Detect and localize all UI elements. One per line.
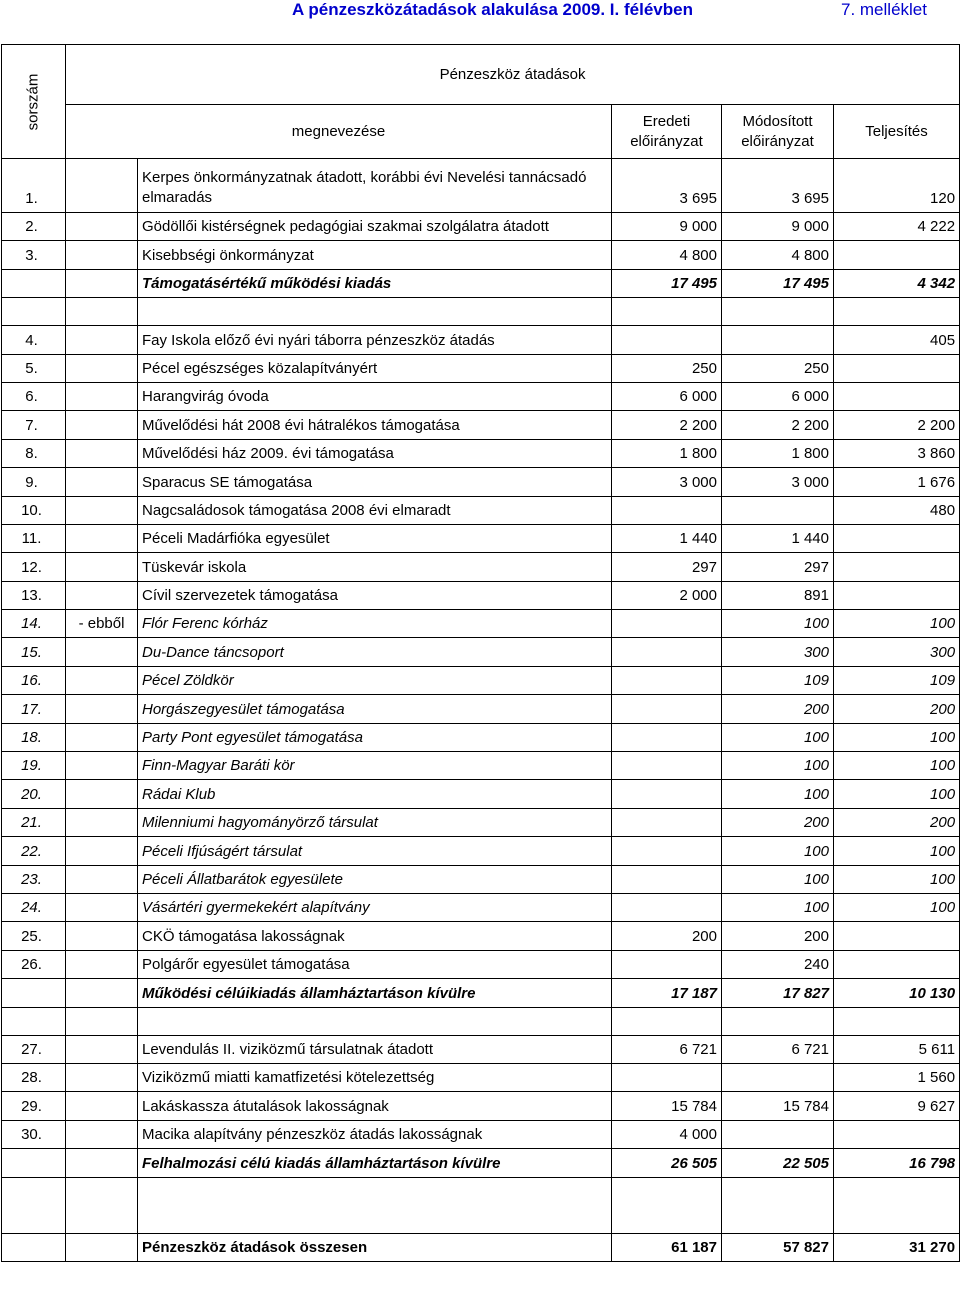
row-subnote (66, 1177, 138, 1233)
row-subnote (66, 893, 138, 921)
row-eredeti (612, 695, 722, 723)
table-row (2, 922, 960, 950)
row-teljesites: 1 676 (834, 468, 960, 496)
row-subnote (66, 382, 138, 410)
row-subnote (66, 213, 138, 241)
row-subnote (66, 241, 138, 269)
row-name: Kisebbségi önkormányzat (138, 241, 612, 269)
row-number (2, 1149, 66, 1177)
row-subnote (66, 524, 138, 552)
row-number: 3. (2, 241, 66, 269)
row-number: 14. (2, 610, 66, 638)
row-teljesites: 100 (834, 723, 960, 751)
row-eredeti: 4 800 (612, 241, 722, 269)
row-subnote (66, 411, 138, 439)
row-eredeti: 6 721 (612, 1035, 722, 1063)
row-number: 13. (2, 581, 66, 609)
row-eredeti: 200 (612, 922, 722, 950)
table-row (2, 780, 960, 808)
row-modositott: 891 (722, 581, 834, 609)
row-eredeti (612, 1007, 722, 1035)
row-number: 27. (2, 1035, 66, 1063)
transfers-table (1, 44, 960, 1262)
table-row (2, 1035, 960, 1063)
row-teljesites: 31 270 (834, 1233, 960, 1261)
row-eredeti (612, 496, 722, 524)
row-teljesites (834, 524, 960, 552)
header-group: Pénzeszköz átadások (66, 45, 960, 105)
row-eredeti: 17 495 (612, 269, 722, 297)
row-name: Vásártéri gyermekekért alapítvány (138, 893, 612, 921)
row-eredeti (612, 638, 722, 666)
row-modositott (722, 1063, 834, 1091)
row-name (138, 1007, 612, 1035)
row-number: 18. (2, 723, 66, 751)
table-row (2, 241, 960, 269)
row-number: 25. (2, 922, 66, 950)
row-subnote (66, 752, 138, 780)
row-number: 10. (2, 496, 66, 524)
header-eredeti: Eredeti előirányzat (612, 105, 722, 159)
row-modositott: 250 (722, 354, 834, 382)
row-teljesites: 2 200 (834, 411, 960, 439)
row-teljesites (834, 581, 960, 609)
table-body (2, 45, 960, 1262)
page-title: A pénzeszközátadások alakulása 2009. I. félévben (292, 0, 693, 19)
row-number: 20. (2, 780, 66, 808)
row-teljesites: 5 611 (834, 1035, 960, 1063)
row-name: Felhalmozási célú kiadás államháztartáson kívülre (138, 1149, 612, 1177)
row-teljesites: 405 (834, 326, 960, 354)
row-eredeti (612, 1063, 722, 1091)
row-teljesites (834, 1007, 960, 1035)
row-subnote (66, 354, 138, 382)
row-teljesites: 3 860 (834, 439, 960, 467)
row-modositott: 17 827 (722, 979, 834, 1007)
row-eredeti: 297 (612, 553, 722, 581)
table-row (2, 269, 960, 297)
row-name: Péceli Ifjúságért társulat (138, 837, 612, 865)
row-eredeti: 250 (612, 354, 722, 382)
row-eredeti (612, 666, 722, 694)
row-name: Milenniumi hagyományörző társulat (138, 808, 612, 836)
row-teljesites (834, 950, 960, 978)
row-modositott: 200 (722, 808, 834, 836)
row-name: Művelődési hát 2008 évi hátralékos támogatása (138, 411, 612, 439)
row-modositott: 22 505 (722, 1149, 834, 1177)
row-number: 5. (2, 354, 66, 382)
table-row (2, 666, 960, 694)
table-row (2, 1149, 960, 1177)
row-modositott: 200 (722, 695, 834, 723)
row-name: Pécel egészséges közalapítványért (138, 354, 612, 382)
row-name: Művelődési ház 2009. évi támogatása (138, 439, 612, 467)
row-subnote (66, 922, 138, 950)
row-number (2, 1233, 66, 1261)
table-row (2, 298, 960, 326)
row-name: Kerpes önkormányzatnak átadott, korábbi évi Nevelési tannácsadó elmaradás (138, 159, 612, 213)
table-row (2, 1177, 960, 1233)
row-name (138, 1177, 612, 1233)
row-name: Horgászegyesület támogatása (138, 695, 612, 723)
row-subnote (66, 979, 138, 1007)
header-modositott: Módosított előirányzat (722, 105, 834, 159)
row-teljesites (834, 1177, 960, 1233)
row-eredeti (612, 865, 722, 893)
row-subnote (66, 1007, 138, 1035)
row-name: Fay Iskola előző évi nyári táborra pénzeszköz átadás (138, 326, 612, 354)
table-row (2, 893, 960, 921)
row-teljesites: 300 (834, 638, 960, 666)
row-number: 19. (2, 752, 66, 780)
row-eredeti (612, 610, 722, 638)
row-teljesites: 120 (834, 159, 960, 213)
row-modositott: 17 495 (722, 269, 834, 297)
row-teljesites: 100 (834, 780, 960, 808)
row-subnote (66, 326, 138, 354)
row-modositott: 100 (722, 837, 834, 865)
row-name (138, 298, 612, 326)
row-name: Du-Dance táncsoport (138, 638, 612, 666)
header-teljesites: Teljesítés (834, 105, 960, 159)
row-subnote (66, 1149, 138, 1177)
row-subnote (66, 666, 138, 694)
row-subnote (66, 1092, 138, 1120)
row-number: 8. (2, 439, 66, 467)
row-name: Macika alapítvány pénzeszköz átadás lakosságnak (138, 1120, 612, 1148)
row-modositott: 4 800 (722, 241, 834, 269)
row-modositott: 100 (722, 865, 834, 893)
table-row (2, 439, 960, 467)
row-teljesites: 109 (834, 666, 960, 694)
row-name: Tüskevár iskola (138, 553, 612, 581)
row-eredeti: 61 187 (612, 1233, 722, 1261)
row-subnote (66, 468, 138, 496)
row-modositott: 1 440 (722, 524, 834, 552)
row-modositott: 57 827 (722, 1233, 834, 1261)
row-subnote (66, 581, 138, 609)
row-eredeti: 3 000 (612, 468, 722, 496)
row-eredeti: 4 000 (612, 1120, 722, 1148)
row-eredeti: 2 200 (612, 411, 722, 439)
row-modositott: 15 784 (722, 1092, 834, 1120)
header-megnevezes: megnevezése (66, 105, 612, 159)
row-modositott (722, 1007, 834, 1035)
header-row-1 (2, 45, 960, 105)
row-subnote (66, 723, 138, 751)
table-row (2, 950, 960, 978)
header-row-2 (2, 105, 960, 159)
table-row (2, 1120, 960, 1148)
row-number: 11. (2, 524, 66, 552)
table-row (2, 411, 960, 439)
row-modositott: 6 000 (722, 382, 834, 410)
row-name: Viziközmű miatti kamatfizetési kötelezettség (138, 1063, 612, 1091)
table-row (2, 752, 960, 780)
row-teljesites: 200 (834, 808, 960, 836)
row-name: Gödöllői kistérségnek pedagógiai szakmai szolgálatra átadott (138, 213, 612, 241)
row-teljesites: 4 342 (834, 269, 960, 297)
row-modositott: 9 000 (722, 213, 834, 241)
table-row (2, 610, 960, 638)
row-name: Nagcsaládosok támogatása 2008 évi elmaradt (138, 496, 612, 524)
table-row (2, 496, 960, 524)
row-subnote (66, 1035, 138, 1063)
row-number (2, 979, 66, 1007)
table-row (2, 524, 960, 552)
row-subnote: - ebből (66, 610, 138, 638)
row-teljesites (834, 298, 960, 326)
row-name: Lakáskassza átutalások lakosságnak (138, 1092, 612, 1120)
row-eredeti (612, 298, 722, 326)
row-number: 22. (2, 837, 66, 865)
row-name: Party Pont egyesület támogatása (138, 723, 612, 751)
row-modositott: 1 800 (722, 439, 834, 467)
row-modositott (722, 1120, 834, 1148)
table-row (2, 553, 960, 581)
row-number: 6. (2, 382, 66, 410)
row-number: 23. (2, 865, 66, 893)
table-row (2, 723, 960, 751)
row-number: 4. (2, 326, 66, 354)
row-teljesites: 1 560 (834, 1063, 960, 1091)
table-row (2, 837, 960, 865)
row-modositott (722, 298, 834, 326)
row-number: 9. (2, 468, 66, 496)
row-modositott: 3 000 (722, 468, 834, 496)
row-eredeti (612, 780, 722, 808)
row-subnote (66, 780, 138, 808)
row-teljesites: 16 798 (834, 1149, 960, 1177)
row-number: 12. (2, 553, 66, 581)
title-row (0, 0, 960, 22)
row-modositott: 100 (722, 780, 834, 808)
row-teljesites (834, 382, 960, 410)
row-subnote (66, 1233, 138, 1261)
row-subnote (66, 439, 138, 467)
row-subnote (66, 159, 138, 213)
row-subnote (66, 1120, 138, 1148)
row-number (2, 1007, 66, 1035)
row-eredeti: 15 784 (612, 1092, 722, 1120)
table-row (2, 213, 960, 241)
row-teljesites (834, 241, 960, 269)
row-eredeti (612, 950, 722, 978)
row-name: Működési célúikiadás államháztartáson kívülre (138, 979, 612, 1007)
row-subnote (66, 496, 138, 524)
row-name: Pécel Zöldkör (138, 666, 612, 694)
row-teljesites: 200 (834, 695, 960, 723)
row-name: Levendulás II. viziközmű társulatnak átadott (138, 1035, 612, 1063)
table-row (2, 382, 960, 410)
row-teljesites: 100 (834, 865, 960, 893)
row-number: 28. (2, 1063, 66, 1091)
table-row (2, 979, 960, 1007)
row-teljesites: 480 (834, 496, 960, 524)
row-number (2, 269, 66, 297)
table-row (2, 354, 960, 382)
row-subnote (66, 950, 138, 978)
row-number: 24. (2, 893, 66, 921)
table-row (2, 1063, 960, 1091)
row-number: 1. (2, 159, 66, 213)
row-eredeti: 2 000 (612, 581, 722, 609)
row-subnote (66, 837, 138, 865)
row-number: 16. (2, 666, 66, 694)
row-number: 29. (2, 1092, 66, 1120)
table-row (2, 865, 960, 893)
row-subnote (66, 269, 138, 297)
row-modositott (722, 326, 834, 354)
row-number: 26. (2, 950, 66, 978)
row-modositott: 300 (722, 638, 834, 666)
row-teljesites (834, 1120, 960, 1148)
row-name: Cívil szervezetek támogatása (138, 581, 612, 609)
row-name: Rádai Klub (138, 780, 612, 808)
row-eredeti: 6 000 (612, 382, 722, 410)
row-name: CKÖ támogatása lakosságnak (138, 922, 612, 950)
row-modositott: 240 (722, 950, 834, 978)
row-number: 17. (2, 695, 66, 723)
appendix-label: 7. melléklet (841, 0, 927, 19)
row-teljesites (834, 553, 960, 581)
row-eredeti (612, 893, 722, 921)
row-subnote (66, 808, 138, 836)
row-modositott: 100 (722, 610, 834, 638)
table-row (2, 1007, 960, 1035)
row-modositott: 6 721 (722, 1035, 834, 1063)
row-modositott: 100 (722, 723, 834, 751)
row-teljesites: 4 222 (834, 213, 960, 241)
row-number: 2. (2, 213, 66, 241)
row-modositott: 200 (722, 922, 834, 950)
row-subnote (66, 695, 138, 723)
row-teljesites (834, 354, 960, 382)
table-row (2, 326, 960, 354)
row-teljesites (834, 922, 960, 950)
row-teljesites: 100 (834, 837, 960, 865)
row-number (2, 1177, 66, 1233)
row-number (2, 298, 66, 326)
row-modositott: 3 695 (722, 159, 834, 213)
row-number: 21. (2, 808, 66, 836)
row-subnote (66, 865, 138, 893)
row-eredeti (612, 723, 722, 751)
row-name: Flór Ferenc kórház (138, 610, 612, 638)
row-eredeti (612, 808, 722, 836)
header-sorszam: sorszám (2, 45, 66, 159)
table-row (2, 159, 960, 213)
table-row (2, 695, 960, 723)
row-eredeti (612, 837, 722, 865)
row-modositott: 297 (722, 553, 834, 581)
row-subnote (66, 298, 138, 326)
row-name: Sparacus SE támogatása (138, 468, 612, 496)
row-eredeti: 3 695 (612, 159, 722, 213)
table-row (2, 638, 960, 666)
row-name: Pénzeszköz átadások összesen (138, 1233, 612, 1261)
row-name: Finn-Magyar Baráti kör (138, 752, 612, 780)
row-eredeti: 9 000 (612, 213, 722, 241)
row-subnote (66, 638, 138, 666)
row-teljesites: 100 (834, 752, 960, 780)
row-modositott: 109 (722, 666, 834, 694)
row-modositott: 100 (722, 752, 834, 780)
row-modositott (722, 1177, 834, 1233)
row-name: Péceli Madárfióka egyesület (138, 524, 612, 552)
table-row (2, 581, 960, 609)
row-modositott: 100 (722, 893, 834, 921)
row-modositott: 2 200 (722, 411, 834, 439)
row-teljesites: 100 (834, 893, 960, 921)
row-teljesites: 9 627 (834, 1092, 960, 1120)
row-number: 7. (2, 411, 66, 439)
row-modositott (722, 496, 834, 524)
table-row (2, 1233, 960, 1261)
row-name: Péceli Állatbarátok egyesülete (138, 865, 612, 893)
row-eredeti: 1 800 (612, 439, 722, 467)
row-teljesites: 10 130 (834, 979, 960, 1007)
row-teljesites: 100 (834, 610, 960, 638)
row-number: 15. (2, 638, 66, 666)
row-eredeti: 17 187 (612, 979, 722, 1007)
row-eredeti (612, 326, 722, 354)
row-eredeti: 26 505 (612, 1149, 722, 1177)
table-row (2, 1092, 960, 1120)
row-name: Támogatásértékű működési kiadás (138, 269, 612, 297)
row-eredeti (612, 1177, 722, 1233)
row-eredeti (612, 752, 722, 780)
row-number: 30. (2, 1120, 66, 1148)
row-name: Polgárőr egyesület támogatása (138, 950, 612, 978)
row-subnote (66, 1063, 138, 1091)
row-subnote (66, 553, 138, 581)
row-name: Harangvirág óvoda (138, 382, 612, 410)
row-eredeti: 1 440 (612, 524, 722, 552)
table-row (2, 468, 960, 496)
table-row (2, 808, 960, 836)
